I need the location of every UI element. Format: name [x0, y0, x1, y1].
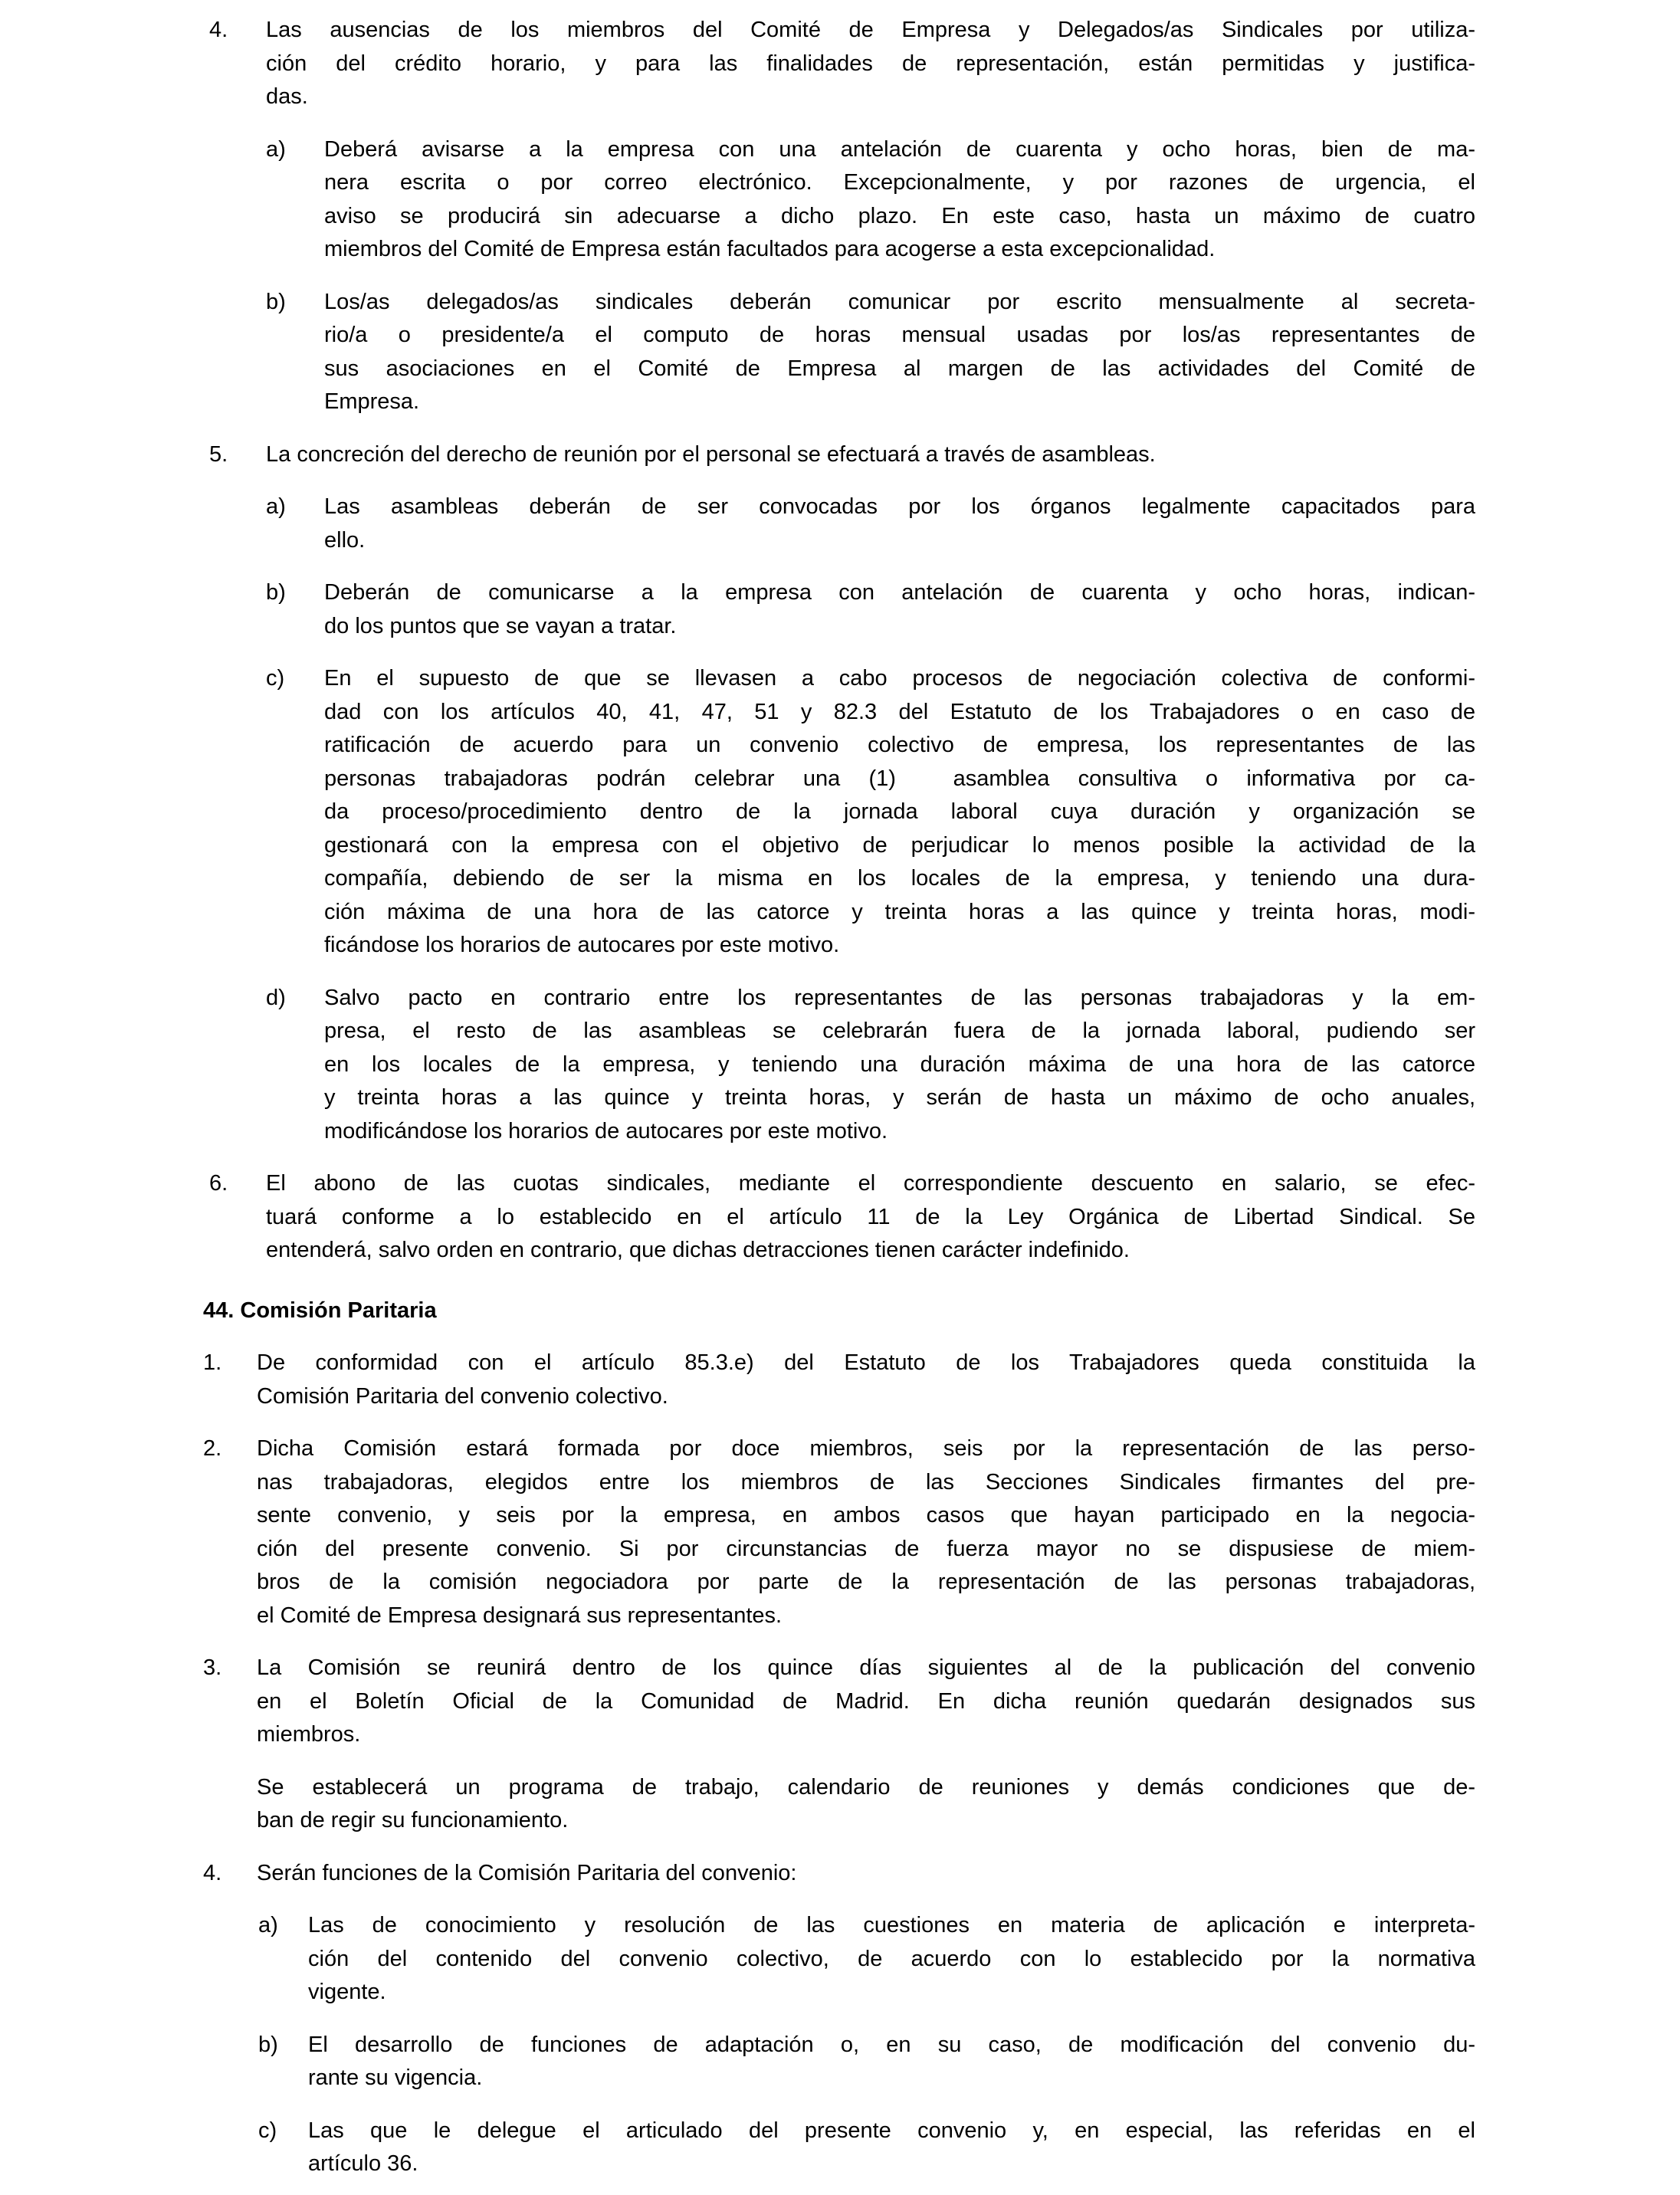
text-line: y treinta horas a las quince y treinta horas, y serán de hasta un máximo de ocho anuales, — [324, 1085, 1475, 1110]
text-line: nera escrita o por correo electrónico. Excepcionalmente, y por razones de urgencia, el — [324, 170, 1475, 195]
list-item — [0, 1432, 1680, 1632]
text-line: dad con los artículos 40, 41, 47, 51 y 82.3 del Estatuto de los Trabajadores o en caso de — [324, 699, 1475, 724]
list-marker: 6. — [209, 1171, 228, 1196]
list-item — [0, 438, 1680, 472]
text-line: da proceso/procedimiento dentro de la jornada laboral cuya duración y organización se — [324, 799, 1475, 824]
paragraph-block — [0, 1771, 1680, 1838]
text-line: bros de la comisión negociadora por parte de la representación de las personas trabajadoras, — [257, 1570, 1475, 1594]
text-line: Dicha Comisión estará formada por doce miembros, seis por la representación de las perso- — [257, 1436, 1475, 1461]
text-line: Las ausencias de los miembros del Comité de Empresa y Delegados/as Sindicales por utiliza- — [266, 18, 1475, 42]
text-line: sente convenio, y seis por la empresa, en ambos casos que hayan participado en la negocia- — [257, 1503, 1475, 1527]
text-line: modificándose los horarios de autocares por este motivo. — [324, 1118, 888, 1143]
paragraph-text — [257, 1432, 1475, 1632]
text-line: ratificación de acuerdo para un convenio colectivo de empresa, los representantes de las — [324, 733, 1475, 757]
text-line: Los/as delegados/as sindicales deberán comunicar por escrito mensualmente al secreta- — [324, 289, 1475, 314]
text-line: el Comité de Empresa designará sus representantes. — [257, 1603, 783, 1628]
text-line: Comisión Paritaria del convenio colectivo. — [257, 1383, 668, 1409]
text-line: presa, el resto de las asambleas se celebrarán fuera de la jornada laboral, pudiendo ser — [324, 1019, 1475, 1043]
list-item — [0, 286, 1680, 419]
paragraph-text — [257, 1857, 1475, 1891]
list-marker: c) — [258, 2118, 277, 2143]
paragraph-text — [257, 1771, 1475, 1838]
list-marker: b) — [266, 580, 286, 605]
text-line: De conformidad con el artículo 85.3.e) del Estatuto de los Trabajadores queda constituida la — [257, 1350, 1475, 1375]
text-line: en el Boletín Oficial de la Comunidad de Madrid. En dicha reunión quedarán designados sus — [257, 1688, 1475, 1714]
text-line: Deberá avisarse a la empresa con una antelación de cuarenta y ocho horas, bien de ma- — [324, 136, 1475, 162]
list-marker: b) — [258, 2032, 278, 2057]
list-marker: 4. — [203, 1860, 222, 1885]
list-item — [0, 982, 1680, 1149]
list-marker: 3. — [203, 1655, 222, 1680]
paragraph-text — [257, 1347, 1475, 1413]
list-marker: a) — [266, 136, 286, 162]
text-line: das. — [266, 84, 308, 109]
list-marker: b) — [266, 289, 286, 314]
paragraph-text — [324, 491, 1475, 557]
list-marker: 2. — [203, 1436, 222, 1461]
text-line: Se establecerá un programa de trabajo, calendario de reuniones y demás condiciones que de- — [257, 1774, 1475, 1800]
text-line: El desarrollo de funciones de adaptación o, en su caso, de modificación del convenio du- — [308, 2032, 1475, 2057]
list-marker: a) — [266, 494, 286, 519]
list-item — [0, 1347, 1680, 1413]
text-line: En el supuesto de que se llevasen a cabo procesos de negociación colectiva de conformi- — [324, 666, 1475, 691]
list-marker: 4. — [209, 18, 228, 42]
paragraph-text — [308, 2115, 1475, 2181]
list-item — [0, 133, 1680, 267]
list-item — [0, 1167, 1680, 1268]
text-line: La Comisión se reunirá dentro de los quince días siguientes al de la publicación del convenio — [257, 1655, 1475, 1680]
text-line: compañía, debiendo de ser la misma en los locales de la empresa, y teniendo una dura- — [324, 866, 1475, 891]
text-line: La concreción del derecho de reunión por el personal se efectuará a través de asambleas. — [266, 441, 1156, 467]
list-item — [0, 14, 1680, 114]
text-line: rante su vigencia. — [308, 2065, 483, 2090]
text-line: entenderá, salvo orden en contrario, que dichas detracciones tienen carácter indefinido. — [266, 1238, 1130, 1262]
text-line: Serán funciones de la Comisión Paritaria del convenio: — [257, 1860, 797, 1885]
text-line: miembros del Comité de Empresa están facultados para acogerse a esta excepcionalidad. — [324, 237, 1216, 261]
paragraph-text — [324, 576, 1475, 643]
text-line: Las que le delegue el articulado del presente convenio y, en especial, las referidas en el — [308, 2118, 1475, 2143]
text-line: ción del contenido del convenio colectivo, de acuerdo con lo establecido por la normativa — [308, 1946, 1475, 1971]
text-line: Empresa. — [324, 389, 420, 414]
list-marker: 1. — [203, 1350, 222, 1375]
paragraph-text — [266, 14, 1475, 114]
list-item — [0, 1857, 1680, 1891]
paragraph-text — [308, 1909, 1475, 2010]
text-line: Salvo pacto en contrario entre los representantes de las personas trabajadoras y la em- — [324, 985, 1475, 1010]
text-line: tuará conforme a lo establecido en el artículo 11 de la Ley Orgánica de Libertad Sindical. Se — [266, 1204, 1475, 1229]
paragraph-text — [324, 133, 1475, 267]
text-line: ción del crédito horario, y para las finalidades de representación, están permitidas y justifica- — [266, 51, 1475, 76]
list-marker: a) — [258, 1913, 278, 1937]
text-line: artículo 36. — [308, 2151, 418, 2176]
text-line: Deberán de comunicarse a la empresa con antelación de cuarenta y ocho horas, indican- — [324, 580, 1475, 605]
text-line: sus asociaciones en el Comité de Empresa al margen de las actividades del Comité de — [324, 356, 1475, 381]
list-marker: 5. — [209, 441, 228, 467]
text-line: ción máxima de una hora de las catorce y treinta horas a las quince y treinta horas, modi- — [324, 899, 1475, 924]
text-line: Las de conocimiento y resolución de las cuestiones en materia de aplicación e interpreta- — [308, 1913, 1475, 1937]
text-line: vigente. — [308, 1980, 386, 2004]
list-item — [0, 2115, 1680, 2181]
list-item — [0, 662, 1680, 963]
text-line: personas trabajadoras podrán celebrar una (1) asamblea consultiva o informativa por ca- — [324, 766, 1475, 791]
text-line: aviso se producirá sin adecuarse a dicho plazo. En este caso, hasta un máximo de cuatro — [324, 203, 1475, 228]
paragraph-text — [324, 662, 1475, 963]
text-line: rio/a o presidente/a el computo de horas mensual usadas por los/as representantes de — [324, 323, 1475, 347]
text-line: nas trabajadoras, elegidos entre los miembros de las Secciones Sindicales firmantes del pre- — [257, 1469, 1475, 1495]
section-heading: 44. Comisión Paritaria — [203, 1298, 437, 1323]
text-line: gestionará con la empresa con el objetivo de perjudicar lo menos posible la actividad de la — [324, 832, 1475, 858]
text-line: El abono de las cuotas sindicales, mediante el correspondiente descuento en salario, se efec- — [266, 1171, 1475, 1196]
text-line: en los locales de la empresa, y teniendo una duración máxima de una hora de las catorce — [324, 1052, 1475, 1077]
text-line: ello. — [324, 527, 366, 553]
paragraph-text — [324, 982, 1475, 1149]
list-item — [0, 1909, 1680, 2010]
text-line: ción del presente convenio. Si por circunstancias de fuerza mayor no se dispusiese de miem- — [257, 1536, 1475, 1561]
paragraph-text — [266, 1167, 1475, 1268]
paragraph-text — [324, 286, 1475, 419]
list-item — [0, 491, 1680, 557]
list-item — [0, 2029, 1680, 2095]
list-item — [0, 576, 1680, 643]
paragraph-text — [257, 1652, 1475, 1752]
text-line: miembros. — [257, 1722, 361, 1747]
text-line: Las asambleas deberán de ser convocadas por los órganos legalmente capacitados para — [324, 494, 1475, 519]
text-line: ban de regir su funcionamiento. — [257, 1808, 569, 1832]
list-item — [0, 1652, 1680, 1752]
text-line: ficándose los horarios de autocares por este motivo. — [324, 933, 840, 957]
list-marker: d) — [266, 985, 286, 1010]
paragraph-text — [266, 438, 1475, 472]
text-line: do los puntos que se vayan a tratar. — [324, 613, 677, 638]
paragraph-text — [308, 2029, 1475, 2095]
list-marker: c) — [266, 666, 285, 691]
